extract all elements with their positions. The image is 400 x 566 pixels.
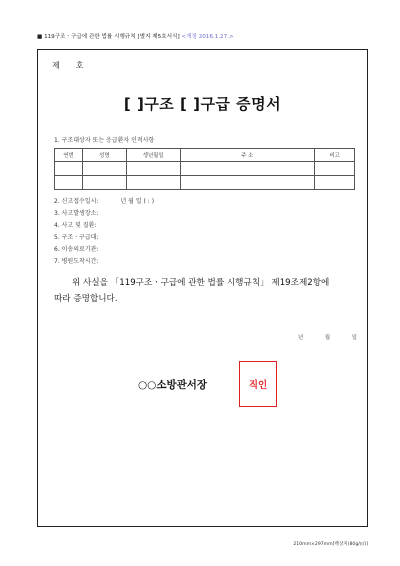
- list-item: [54, 256, 154, 268]
- paper-size-note: 210mm×297mm[백상지(80g/㎡)]: [293, 542, 368, 547]
- list-item: [54, 244, 154, 256]
- list-item: [54, 232, 154, 244]
- serial-suffix: 호: [75, 61, 84, 70]
- personal-info-table: [54, 148, 355, 190]
- form-reference: ■ 119구조ㆍ구급에 관한 법률 시행규칙 [별지 제5호서식]: [37, 34, 180, 40]
- certificate-document: [37, 49, 368, 527]
- header-address: 주 소: [180, 149, 315, 162]
- list-item: [54, 196, 154, 208]
- revision-date: <개정 2016.1.27.>: [181, 34, 234, 40]
- item-label: 5. 구조ㆍ구급대:: [54, 234, 99, 241]
- item-label: 2. 신고접수일시:: [54, 198, 99, 205]
- table-cell: [126, 162, 180, 176]
- table-cell: [315, 162, 355, 176]
- table-row: [55, 162, 355, 176]
- table-cell: [55, 162, 83, 176]
- table-row: [55, 176, 355, 190]
- serial-label: 제: [52, 61, 60, 70]
- item-list: [54, 196, 154, 268]
- statement-line-2: 따라 증명합니다.: [54, 294, 118, 304]
- issue-date: 년 월 일: [297, 335, 357, 341]
- table-cell: [55, 176, 83, 190]
- header-remarks: 비고: [315, 149, 355, 162]
- table-cell: [180, 162, 315, 176]
- official-seal-box: [239, 361, 277, 407]
- table-cell: [315, 176, 355, 190]
- seal-label: 직인: [248, 380, 268, 391]
- table-cell: [82, 162, 126, 176]
- statement-line-1: 위 사실을 「119구조ㆍ구급에 관한 법률 시행규칙」 제19조제2항에: [72, 278, 330, 288]
- issuing-office: ○○소방관서장: [138, 379, 208, 391]
- item-label: 4. 사고 및 질환:: [54, 222, 97, 229]
- certification-statement: [54, 275, 360, 307]
- header-birthdate: 생년월일: [126, 149, 180, 162]
- table-header-row: [55, 149, 355, 162]
- form-reference-header: [37, 32, 234, 40]
- table-cell: [126, 176, 180, 190]
- document-title: [ ]구조 [ ]구급 증명서: [123, 95, 282, 113]
- list-item: [54, 208, 154, 220]
- header-no: 연번: [55, 149, 83, 162]
- section-1-heading: 1. 구조대상자 또는 응급환자 인적사항: [54, 137, 155, 144]
- table-cell: [180, 176, 315, 190]
- item-label: 6. 이송의료기관:: [54, 246, 99, 253]
- item-label: 7. 병원도착시간:: [54, 258, 99, 265]
- table-cell: [82, 176, 126, 190]
- list-item: [54, 220, 154, 232]
- serial-number: [52, 60, 83, 71]
- item-value: 년 월 일 ( : ): [120, 198, 155, 205]
- header-name: 성명: [82, 149, 126, 162]
- item-label: 3. 사고발생장소:: [54, 210, 99, 217]
